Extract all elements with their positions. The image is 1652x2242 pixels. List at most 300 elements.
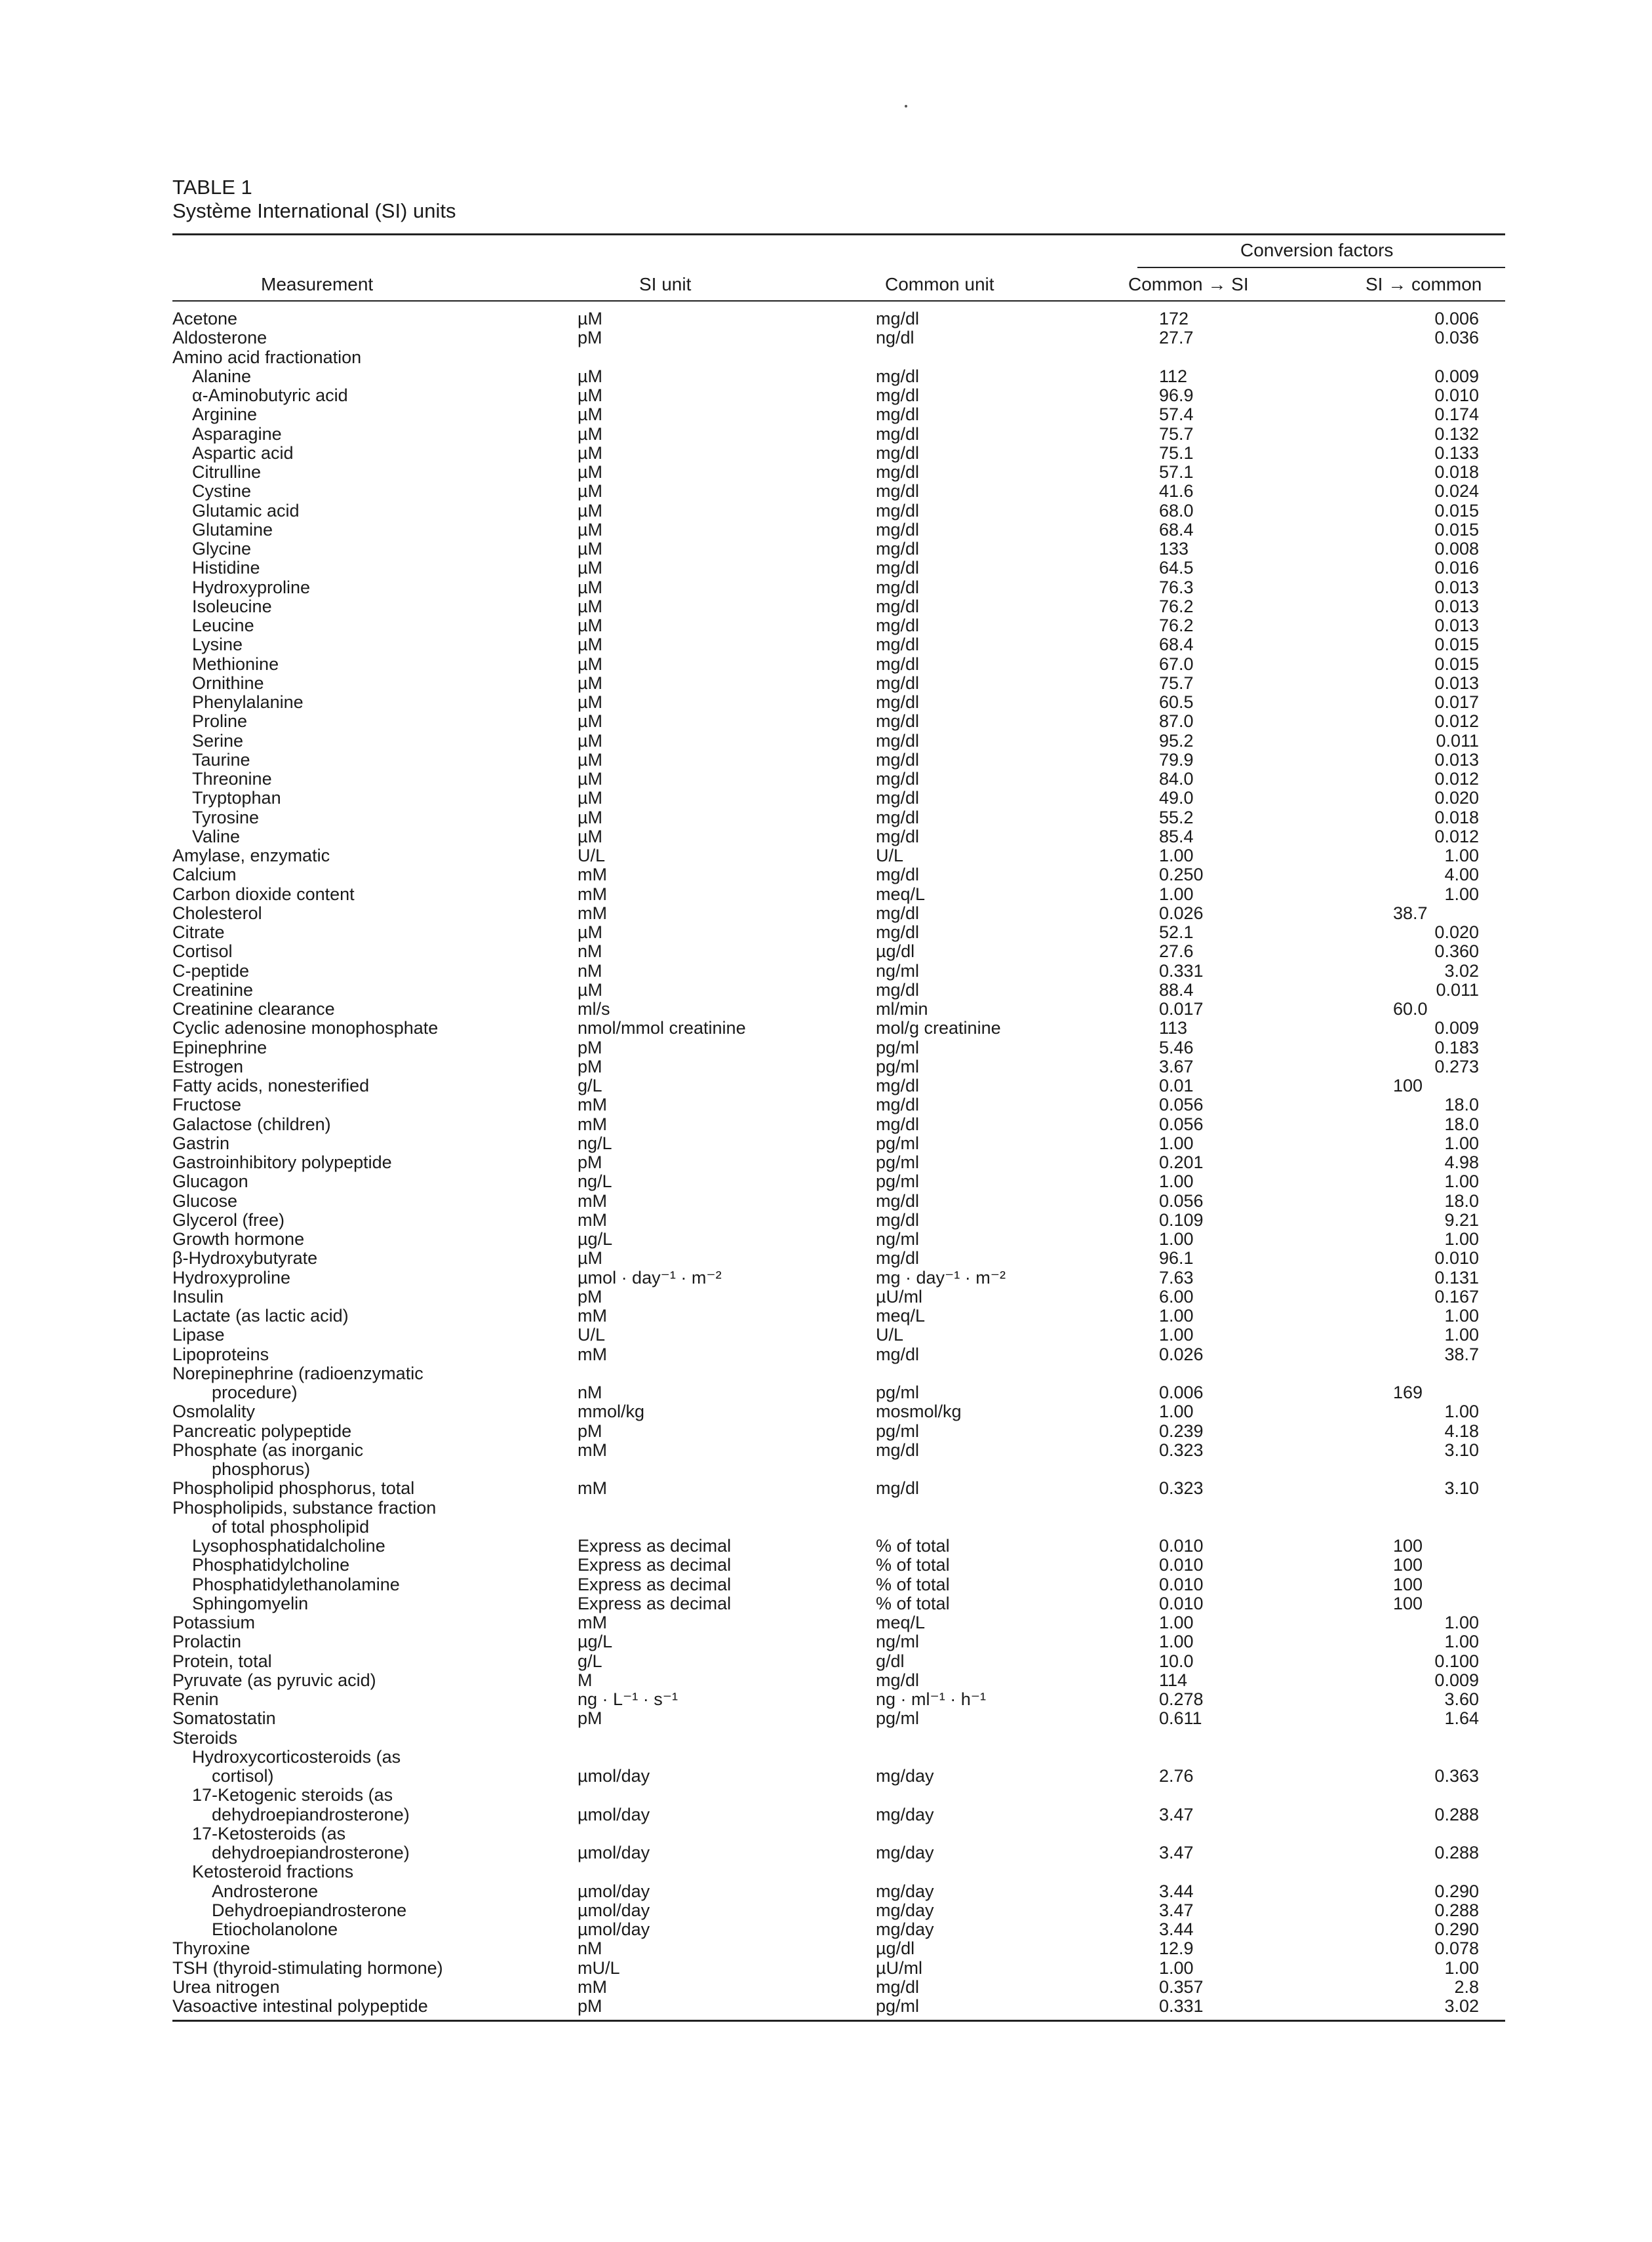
common-unit-cell: mg/dl bbox=[876, 1210, 920, 1230]
measurement-cell: Somatostatin bbox=[172, 1708, 276, 1729]
table-row bbox=[172, 1978, 1505, 1997]
si-to-common-cell: 0.018 bbox=[1434, 807, 1479, 827]
bottom-rule bbox=[172, 2020, 1505, 2022]
si-to-common-cell: 4.18 bbox=[1444, 1421, 1479, 1441]
table-row bbox=[172, 1422, 1505, 1441]
measurement-cell: Phenylalanine bbox=[192, 692, 304, 712]
table-row bbox=[172, 1959, 1505, 1978]
header-rule bbox=[172, 300, 1505, 302]
table-row bbox=[172, 328, 1505, 347]
si-to-common-cell: 0.012 bbox=[1434, 769, 1479, 789]
table-row bbox=[172, 405, 1505, 424]
si-unit-cell: µM bbox=[578, 769, 603, 789]
si-unit-cell: mmol/kg bbox=[578, 1402, 645, 1422]
common-unit-cell: % of total bbox=[876, 1555, 950, 1575]
si-to-common-cell: 0.013 bbox=[1434, 596, 1479, 616]
measurement-cell: of total phospholipid bbox=[212, 1516, 370, 1537]
si-to-common-cell: 100 bbox=[1393, 1593, 1423, 1613]
common-to-si-cell: 87.0 bbox=[1159, 711, 1194, 732]
measurement-cell: Hydroxyproline bbox=[192, 577, 311, 597]
si-to-common-cell: 169 bbox=[1393, 1383, 1423, 1402]
measurement-cell: Prolactin bbox=[172, 1632, 242, 1652]
common-unit-cell: mg/dl bbox=[876, 979, 920, 1000]
common-to-si-cell: 0.026 bbox=[1159, 903, 1204, 923]
table-row bbox=[172, 521, 1505, 540]
table-row bbox=[172, 846, 1505, 865]
table-row bbox=[172, 559, 1505, 578]
common-unit-cell: mg/day bbox=[876, 1804, 934, 1824]
table-row bbox=[172, 1460, 1505, 1479]
si-unit-cell: µM bbox=[578, 558, 603, 578]
common-to-si-cell: 75.7 bbox=[1159, 423, 1194, 444]
measurement-cell: Phosphatidylethanolamine bbox=[192, 1574, 400, 1594]
common-to-si-cell: 68.4 bbox=[1159, 519, 1194, 540]
si-to-common-cell: 0.018 bbox=[1434, 462, 1479, 482]
table-row bbox=[172, 1230, 1505, 1249]
si-unit-cell: µmol/day bbox=[578, 1900, 650, 1920]
common-to-si-cell: 57.1 bbox=[1159, 462, 1194, 482]
measurement-cell: Androsterone bbox=[212, 1881, 319, 1901]
common-unit-cell: mg/day bbox=[876, 1900, 934, 1920]
si-to-common-cell: 1.00 bbox=[1444, 1632, 1479, 1652]
table-row bbox=[172, 693, 1505, 712]
table-row bbox=[172, 616, 1505, 635]
common-unit-cell: mg/dl bbox=[876, 769, 920, 789]
measurement-cell: Calcium bbox=[172, 865, 237, 885]
common-unit-cell: % of total bbox=[876, 1536, 950, 1556]
si-unit-cell: µM bbox=[578, 481, 603, 502]
table-row bbox=[172, 1613, 1505, 1632]
table-row bbox=[172, 1575, 1505, 1594]
table-row bbox=[172, 1019, 1505, 1038]
measurement-cell: Growth hormone bbox=[172, 1229, 305, 1249]
common-to-si-cell: 60.5 bbox=[1159, 692, 1194, 712]
common-unit-cell: mg/dl bbox=[876, 596, 920, 616]
common-unit-cell: mg/dl bbox=[876, 558, 920, 578]
si-unit-cell: µM bbox=[578, 462, 603, 482]
table-row bbox=[172, 1652, 1505, 1671]
si-unit-cell: mM bbox=[578, 1190, 607, 1211]
measurement-cell: Lactate (as lactic acid) bbox=[172, 1306, 349, 1326]
common-unit-cell: µU/ml bbox=[876, 1286, 923, 1307]
si-unit-cell: nM bbox=[578, 960, 602, 981]
common-to-si-cell: 27.6 bbox=[1159, 941, 1194, 962]
si-unit-cell: µM bbox=[578, 826, 603, 846]
common-to-si-cell: 1.00 bbox=[1159, 846, 1194, 865]
si-unit-cell: µM bbox=[578, 635, 603, 655]
measurement-cell: Amino acid fractionation bbox=[172, 347, 362, 367]
table-row bbox=[172, 751, 1505, 770]
common-to-si-cell: 95.2 bbox=[1159, 730, 1194, 751]
table-row bbox=[172, 1076, 1505, 1095]
common-unit-cell: mg/dl bbox=[876, 616, 920, 635]
common-to-si-cell: 0.239 bbox=[1159, 1421, 1204, 1441]
measurement-cell: Tyrosine bbox=[192, 807, 260, 827]
si-unit-cell: mM bbox=[578, 1344, 607, 1364]
si-unit-cell: ml/s bbox=[578, 999, 610, 1019]
common-to-si-cell: 67.0 bbox=[1159, 654, 1194, 674]
table-row bbox=[172, 1997, 1505, 2016]
common-to-si-cell: 0.109 bbox=[1159, 1210, 1204, 1230]
si-unit-cell: µM bbox=[578, 922, 603, 942]
si-unit-cell: ng · L⁻¹ · s⁻¹ bbox=[578, 1689, 678, 1709]
si-unit-cell: µM bbox=[578, 616, 603, 635]
common-unit-cell: mg/dl bbox=[876, 366, 920, 386]
table-row bbox=[172, 923, 1505, 942]
si-to-common-cell: 0.013 bbox=[1434, 616, 1479, 635]
si-to-common-cell: 1.00 bbox=[1444, 1171, 1479, 1192]
common-to-si-cell: 3.47 bbox=[1159, 1804, 1194, 1824]
common-unit-cell: ng/ml bbox=[876, 960, 920, 981]
table-row bbox=[172, 635, 1505, 654]
common-unit-cell: µg/dl bbox=[876, 1938, 915, 1959]
table-row bbox=[172, 1594, 1505, 1613]
si-to-common-cell: 0.288 bbox=[1434, 1804, 1479, 1824]
table-row bbox=[172, 1499, 1505, 1518]
common-to-si-cell: 0.323 bbox=[1159, 1478, 1204, 1499]
common-to-si-cell: 1.00 bbox=[1159, 1613, 1194, 1632]
measurement-cell: Cortisol bbox=[172, 941, 233, 962]
common-unit-cell: mg/dl bbox=[876, 1248, 920, 1268]
common-unit-cell: ng/dl bbox=[876, 328, 914, 348]
common-unit-cell: ng/ml bbox=[876, 1229, 920, 1249]
measurement-cell: Hydroxyproline bbox=[172, 1267, 291, 1288]
si-unit-cell: nM bbox=[578, 1938, 602, 1959]
measurement-cell: Fructose bbox=[172, 1095, 242, 1115]
measurement-cell: dehydroepiandrosterone) bbox=[212, 1804, 410, 1824]
si-to-common-cell: 0.009 bbox=[1434, 1670, 1479, 1690]
measurement-cell: Norepinephrine (radioenzymatic bbox=[172, 1363, 423, 1383]
common-unit-cell: µU/ml bbox=[876, 1957, 923, 1978]
si-unit-cell: mM bbox=[578, 1210, 607, 1230]
si-to-common-cell: 3.10 bbox=[1444, 1440, 1479, 1460]
common-unit-cell: U/L bbox=[876, 846, 904, 865]
si-unit-cell: µM bbox=[578, 423, 603, 444]
header-common-to-si: Common → SI bbox=[1128, 274, 1249, 294]
si-to-common-cell: 0.010 bbox=[1434, 1248, 1479, 1268]
common-to-si-cell: 76.3 bbox=[1159, 577, 1194, 597]
common-to-si-cell: 0.010 bbox=[1159, 1574, 1204, 1594]
measurement-cell: Urea nitrogen bbox=[172, 1976, 280, 1997]
common-unit-cell: mg/dl bbox=[876, 1114, 920, 1134]
measurement-cell: Ornithine bbox=[192, 673, 264, 693]
measurement-cell: Aldosterone bbox=[172, 328, 267, 348]
table-row bbox=[172, 1479, 1505, 1498]
measurement-cell: Lipase bbox=[172, 1325, 225, 1345]
table-row bbox=[172, 1383, 1505, 1402]
si-unit-cell: µmol/day bbox=[578, 1804, 650, 1824]
si-unit-cell: pM bbox=[578, 1037, 602, 1057]
si-to-common-cell: 100 bbox=[1393, 1555, 1423, 1575]
table-row bbox=[172, 1307, 1505, 1326]
si-unit-cell: mM bbox=[578, 865, 607, 885]
si-to-common-cell: 1.00 bbox=[1444, 846, 1479, 865]
si-unit-cell: M bbox=[578, 1670, 593, 1690]
measurement-cell: Carbon dioxide content bbox=[172, 884, 355, 904]
table-row bbox=[172, 904, 1505, 923]
header-common-unit: Common unit bbox=[885, 274, 994, 294]
si-to-common-cell: 3.60 bbox=[1444, 1689, 1479, 1709]
common-unit-cell: meq/L bbox=[876, 1613, 926, 1632]
header-measurement: Measurement bbox=[261, 274, 374, 294]
common-unit-cell: pg/ml bbox=[876, 1152, 920, 1172]
si-unit-cell: µM bbox=[578, 366, 603, 386]
table-row bbox=[172, 942, 1505, 961]
conversion-factors-rule bbox=[1137, 267, 1505, 268]
si-to-common-cell: 0.012 bbox=[1434, 711, 1479, 732]
si-unit-cell: µg/L bbox=[578, 1632, 613, 1652]
table-row bbox=[172, 348, 1505, 367]
si-unit-cell: µM bbox=[578, 309, 603, 328]
table-row bbox=[172, 502, 1505, 521]
si-unit-cell: nM bbox=[578, 1383, 602, 1402]
common-to-si-cell: 0.026 bbox=[1159, 1344, 1204, 1364]
common-to-si-cell: 1.00 bbox=[1159, 1306, 1194, 1326]
si-to-common-cell: 60.0 bbox=[1393, 999, 1428, 1019]
si-unit-cell: U/L bbox=[578, 846, 606, 865]
top-rule bbox=[172, 233, 1505, 235]
si-unit-cell: µM bbox=[578, 596, 603, 616]
si-unit-cell: µM bbox=[578, 673, 603, 693]
si-to-common-cell: 100 bbox=[1393, 1536, 1423, 1556]
si-to-common-cell: 0.036 bbox=[1434, 328, 1479, 348]
table-row bbox=[172, 1690, 1505, 1709]
common-to-si-cell: 0.017 bbox=[1159, 999, 1204, 1019]
table-row bbox=[172, 597, 1505, 616]
measurement-cell: Hydroxycorticosteroids (as bbox=[192, 1746, 401, 1767]
si-to-common-cell: 0.273 bbox=[1434, 1056, 1479, 1076]
table-row bbox=[172, 1939, 1505, 1958]
table-row bbox=[172, 827, 1505, 846]
measurement-cell: procedure) bbox=[212, 1383, 298, 1402]
table-row bbox=[172, 1920, 1505, 1939]
si-to-common-cell: 0.015 bbox=[1434, 635, 1479, 655]
table-title: Système International (SI) units bbox=[172, 199, 456, 222]
si-unit-cell: µM bbox=[578, 807, 603, 827]
common-unit-cell: mg/dl bbox=[876, 462, 920, 482]
si-unit-cell: g/L bbox=[578, 1651, 602, 1671]
common-to-si-cell: 1.00 bbox=[1159, 1171, 1194, 1192]
common-to-si-cell: 0.278 bbox=[1159, 1689, 1204, 1709]
measurement-cell: Potassium bbox=[172, 1613, 256, 1632]
si-unit-cell: pM bbox=[578, 328, 602, 348]
si-to-common-cell: 0.011 bbox=[1436, 979, 1479, 1000]
table-row bbox=[172, 712, 1505, 731]
table-row bbox=[172, 789, 1505, 808]
measurement-cell: Thyroxine bbox=[172, 1938, 250, 1959]
common-unit-cell: mg/dl bbox=[876, 442, 920, 463]
si-to-common-cell: 18.0 bbox=[1444, 1114, 1479, 1134]
table-row bbox=[172, 770, 1505, 789]
measurement-cell: β-Hydroxybutyrate bbox=[172, 1248, 318, 1268]
table-row bbox=[172, 1632, 1505, 1651]
si-to-common-cell: 4.00 bbox=[1444, 865, 1479, 885]
common-unit-cell: mg/day bbox=[876, 1766, 934, 1786]
measurement-cell: Estrogen bbox=[172, 1056, 244, 1076]
si-to-common-cell: 0.016 bbox=[1434, 558, 1479, 578]
common-unit-cell: mg/dl bbox=[876, 903, 920, 923]
common-to-si-cell: 12.9 bbox=[1159, 1938, 1194, 1959]
common-to-si-cell: 3.44 bbox=[1159, 1881, 1194, 1901]
table-row bbox=[172, 1518, 1505, 1537]
common-to-si-cell: 75.1 bbox=[1159, 442, 1194, 463]
measurement-cell: Asparagine bbox=[192, 423, 282, 444]
si-unit-cell: µM bbox=[578, 788, 603, 808]
si-unit-cell: U/L bbox=[578, 1325, 606, 1345]
measurement-cell: phosphorus) bbox=[212, 1459, 311, 1479]
measurement-cell: cortisol) bbox=[212, 1766, 274, 1786]
common-to-si-cell: 3.67 bbox=[1159, 1056, 1194, 1076]
table-row bbox=[172, 1843, 1505, 1862]
common-unit-cell: meq/L bbox=[876, 1306, 926, 1326]
table-row bbox=[172, 1537, 1505, 1556]
common-to-si-cell: 64.5 bbox=[1159, 558, 1194, 578]
common-unit-cell: mg/dl bbox=[876, 635, 920, 655]
common-to-si-cell: 1.00 bbox=[1159, 1133, 1194, 1153]
common-unit-cell: g/dl bbox=[876, 1651, 905, 1671]
si-unit-cell: pM bbox=[578, 1286, 602, 1307]
measurement-cell: Serine bbox=[192, 730, 244, 751]
si-to-common-cell: 1.00 bbox=[1444, 1325, 1479, 1345]
common-to-si-cell: 0.056 bbox=[1159, 1095, 1204, 1115]
table-row bbox=[172, 1824, 1505, 1843]
si-to-common-cell: 0.132 bbox=[1434, 423, 1479, 444]
si-unit-cell: g/L bbox=[578, 1076, 602, 1095]
si-unit-cell: µM bbox=[578, 654, 603, 674]
measurement-cell: Glycine bbox=[192, 539, 252, 559]
common-unit-cell: mg/dl bbox=[876, 539, 920, 559]
measurement-cell: Sphingomyelin bbox=[192, 1593, 309, 1613]
common-unit-cell: % of total bbox=[876, 1574, 950, 1594]
si-to-common-cell: 1.00 bbox=[1444, 1957, 1479, 1978]
common-to-si-cell: 0.056 bbox=[1159, 1190, 1204, 1211]
measurement-cell: Glutamic acid bbox=[192, 500, 300, 521]
common-unit-cell: mg/day bbox=[876, 1881, 934, 1901]
common-unit-cell: mg/dl bbox=[876, 673, 920, 693]
table-body bbox=[172, 309, 1505, 2016]
common-to-si-cell: 55.2 bbox=[1159, 807, 1194, 827]
common-unit-cell: mg/dl bbox=[876, 1344, 920, 1364]
measurement-cell: Osmolality bbox=[172, 1402, 256, 1422]
si-to-common-cell: 0.013 bbox=[1434, 577, 1479, 597]
table-row bbox=[172, 732, 1505, 751]
si-to-common-cell: 0.167 bbox=[1434, 1286, 1479, 1307]
measurement-cell: Lysophosphatidalcholine bbox=[192, 1536, 385, 1556]
si-unit-cell: µM bbox=[578, 385, 603, 405]
si-unit-cell: pM bbox=[578, 1056, 602, 1076]
si-to-common-cell: 0.009 bbox=[1434, 366, 1479, 386]
common-to-si-cell: 52.1 bbox=[1159, 922, 1194, 942]
measurement-cell: Phospholipids, substance fraction bbox=[172, 1497, 437, 1518]
si-unit-cell: µM bbox=[578, 1248, 603, 1268]
si-to-common-cell: 0.183 bbox=[1434, 1037, 1479, 1057]
common-unit-cell: pg/ml bbox=[876, 1708, 920, 1729]
si-unit-cell: µmol · day⁻¹ · m⁻² bbox=[578, 1267, 722, 1288]
common-unit-cell: mg/dl bbox=[876, 788, 920, 808]
table-row bbox=[172, 444, 1505, 463]
si-unit-cell: mM bbox=[578, 1976, 607, 1997]
si-to-common-cell: 0.133 bbox=[1434, 442, 1479, 463]
table-row bbox=[172, 1882, 1505, 1901]
si-to-common-cell: 0.363 bbox=[1434, 1766, 1479, 1786]
table-row bbox=[172, 1192, 1505, 1211]
common-to-si-cell: 0.331 bbox=[1159, 960, 1204, 981]
common-unit-cell: pg/ml bbox=[876, 1996, 920, 2016]
measurement-cell: Alanine bbox=[192, 366, 252, 386]
si-to-common-cell: 0.290 bbox=[1434, 1919, 1479, 1939]
common-to-si-cell: 0.01 bbox=[1159, 1076, 1194, 1095]
table-row bbox=[172, 1748, 1505, 1767]
si-to-common-cell: 0.174 bbox=[1434, 404, 1479, 425]
common-unit-cell: mg/dl bbox=[876, 730, 920, 751]
measurement-cell: Amylase, enzymatic bbox=[172, 846, 330, 865]
measurement-cell: Gastrin bbox=[172, 1133, 230, 1153]
table-row bbox=[172, 540, 1505, 559]
si-to-common-cell: 38.7 bbox=[1393, 903, 1428, 923]
si-unit-cell: µM bbox=[578, 730, 603, 751]
measurement-cell: Acetone bbox=[172, 309, 238, 328]
si-unit-cell: mM bbox=[578, 1478, 607, 1499]
si-unit-cell: µM bbox=[578, 519, 603, 540]
common-unit-cell: ng · ml⁻¹ · h⁻¹ bbox=[876, 1689, 987, 1709]
si-unit-cell: µM bbox=[578, 692, 603, 712]
si-to-common-cell: 0.015 bbox=[1434, 500, 1479, 521]
si-to-common-cell: 3.10 bbox=[1444, 1478, 1479, 1499]
table-row bbox=[172, 1556, 1505, 1575]
common-unit-cell: mg/dl bbox=[876, 500, 920, 521]
common-to-si-cell: 1.00 bbox=[1159, 1632, 1194, 1652]
table-row bbox=[172, 463, 1505, 482]
si-unit-cell: ng/L bbox=[578, 1133, 612, 1153]
table-row bbox=[172, 1057, 1505, 1076]
si-unit-cell: nM bbox=[578, 941, 602, 962]
measurement-cell: Gastroinhibitory polypeptide bbox=[172, 1152, 392, 1172]
measurement-cell: Cholesterol bbox=[172, 903, 262, 923]
measurement-cell: Histidine bbox=[192, 558, 260, 578]
common-unit-cell: mg/dl bbox=[876, 654, 920, 674]
common-unit-cell: mg/dl bbox=[876, 692, 920, 712]
table-row bbox=[172, 1364, 1505, 1383]
measurement-cell: Creatinine clearance bbox=[172, 999, 335, 1019]
header-si-unit: SI unit bbox=[639, 274, 692, 294]
table-row bbox=[172, 367, 1505, 386]
table-row bbox=[172, 1249, 1505, 1268]
si-to-common-cell: 3.02 bbox=[1444, 1996, 1479, 2016]
common-to-si-cell: 0.357 bbox=[1159, 1976, 1204, 1997]
common-unit-cell: pg/ml bbox=[876, 1171, 920, 1192]
common-to-si-cell: 133 bbox=[1159, 539, 1189, 559]
common-unit-cell: ml/min bbox=[876, 999, 928, 1019]
measurement-cell: 17-Ketosteroids (as bbox=[192, 1823, 346, 1843]
measurement-cell: Renin bbox=[172, 1689, 219, 1709]
table-row bbox=[172, 674, 1505, 693]
si-unit-cell: Express as decimal bbox=[578, 1536, 732, 1556]
measurement-cell: Pyruvate (as pyruvic acid) bbox=[172, 1670, 376, 1690]
measurement-cell: Etiocholanolone bbox=[212, 1919, 338, 1939]
si-unit-cell: mM bbox=[578, 1613, 607, 1632]
si-to-common-cell: 0.017 bbox=[1434, 692, 1479, 712]
measurement-cell: Cyclic adenosine monophosphate bbox=[172, 1018, 439, 1038]
si-unit-cell: Express as decimal bbox=[578, 1555, 732, 1575]
common-unit-cell: mg/dl bbox=[876, 309, 920, 328]
common-to-si-cell: 1.00 bbox=[1159, 884, 1194, 904]
si-to-common-cell: 0.010 bbox=[1434, 385, 1479, 405]
si-to-common-cell: 1.00 bbox=[1444, 1229, 1479, 1249]
si-to-common-cell: 0.100 bbox=[1434, 1651, 1479, 1671]
common-to-si-cell: 3.44 bbox=[1159, 1919, 1194, 1939]
common-unit-cell: mg/day bbox=[876, 1843, 934, 1862]
measurement-cell: Epinephrine bbox=[172, 1037, 267, 1057]
